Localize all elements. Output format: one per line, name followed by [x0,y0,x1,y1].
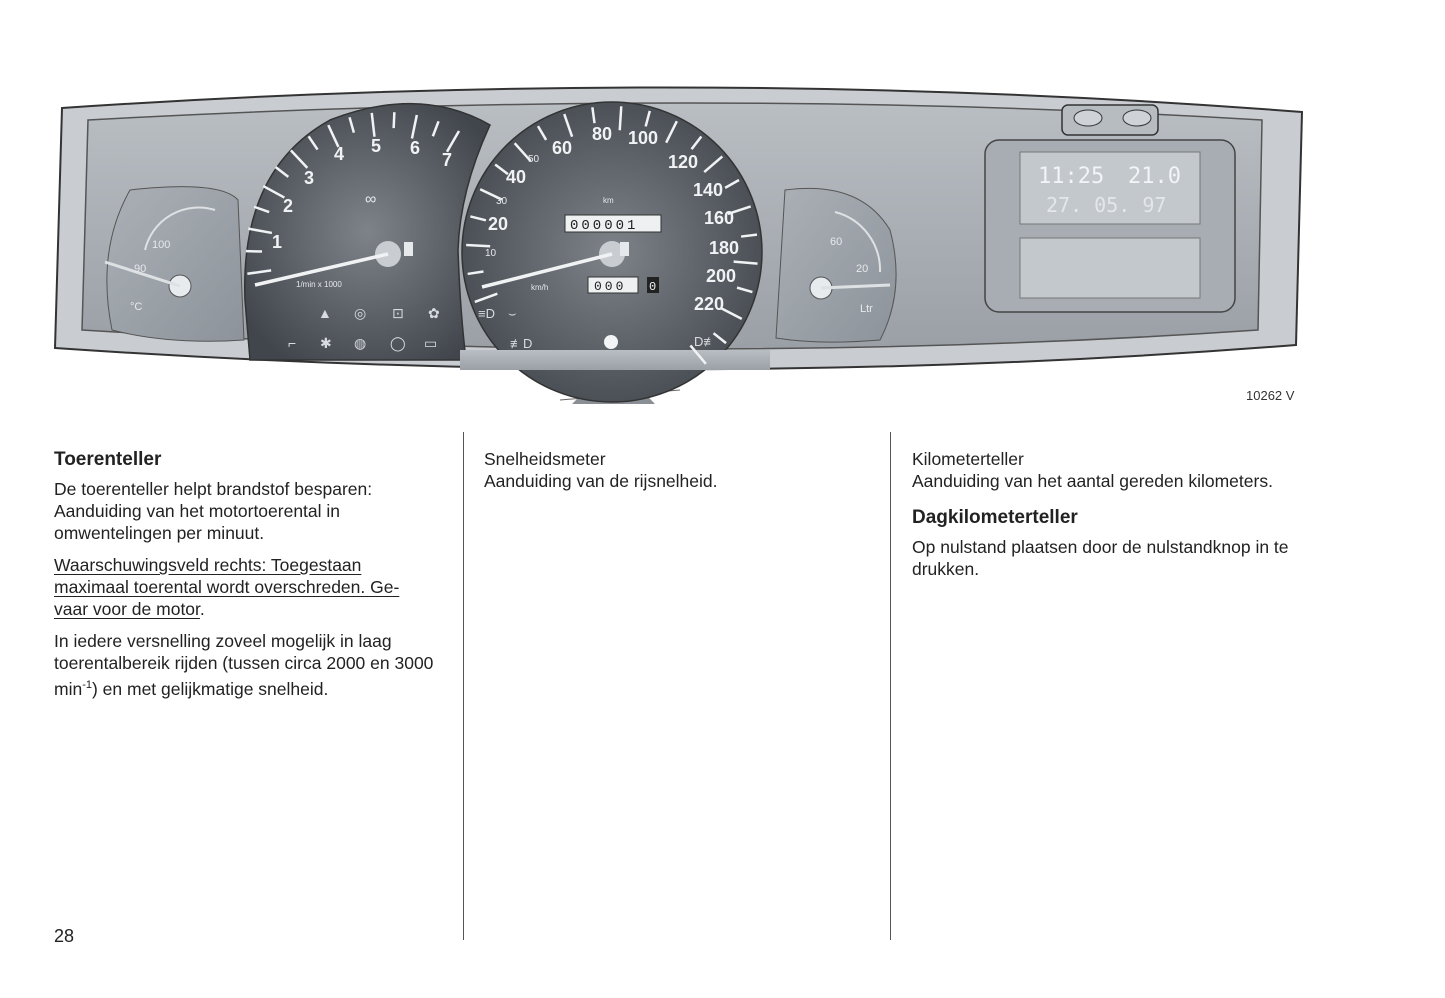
speedo-minor: 30 [496,196,508,207]
fuel-label-60: 60 [830,236,843,248]
advice-sup: -1 [82,679,92,691]
speedo-minor: 50 [528,154,540,165]
tacho-number: 2 [283,196,294,216]
svg-text:◍: ◍ [354,335,367,351]
warning-end: . [199,599,205,619]
figure-code: 10262 V [1246,388,1295,403]
speedometer-description: Aanduiding van de rijsnelheid. [484,471,718,491]
speedo-number: 220 [694,294,725,314]
advice-text-b: ) en met gelijkmatige snelheid. [91,678,329,699]
svg-text:✱: ✱ [320,335,332,351]
paragraph-warning [54,554,446,620]
reset-buttons [1062,105,1158,135]
trip-description: Op nulstand plaatsen door de nulstandknop in te drukken. [912,537,1289,579]
svg-text:⌣: ⌣ [508,306,517,321]
odometer-title: Kilometerteller [912,449,1024,469]
display-temp: 21.0 [1128,164,1181,189]
tacho-number: 1 [272,232,283,252]
column-divider [890,432,891,940]
heading-toerenteller: Toerenteller [54,449,162,470]
svg-text:◯: ◯ [390,335,406,351]
column-odometer [912,448,1302,590]
column-divider [463,432,464,940]
svg-text:✿: ✿ [428,305,440,321]
fuel-unit: Ltr [860,303,873,315]
warning-line: maximaal toerental wordt overschreden. Ge- [54,577,400,597]
svg-text:◎: ◎ [354,305,367,321]
trip-decimal: 0 [649,280,657,294]
speedo-number: 40 [506,167,527,187]
page-number: 28 [54,926,75,946]
speedo-number: 200 [706,266,737,286]
dial-tick [466,245,490,246]
advice-text-a: In iedere versnelling zoveel mogelijk in laag toerentalbereik rijden (tussen circa 2000 en 3000 min [54,631,434,699]
svg-text:≢D: ≢D [510,336,533,351]
speedo-unit: km/h [531,283,549,292]
odometer-value: 000001 [570,218,639,234]
trip-value: 000 [594,279,627,294]
tacho-unit: 1/min x 1000 [296,280,342,289]
tacho-number: 6 [410,138,421,158]
speedo-number: 20 [488,214,509,234]
speedo-number: 120 [668,152,699,172]
temp-label-90: 90 [134,263,147,275]
paragraph-advice [54,630,446,700]
tacho-number: 3 [304,168,315,188]
speedo-number: 100 [628,128,659,148]
display-time: 11:25 [1038,164,1105,189]
svg-text:⌐: ⌐ [288,335,297,351]
column-tachometer [54,448,446,710]
warning-line: vaar voor de motor [54,599,200,619]
warning-line: Waarschuwingsveld rechts: Toegestaan [54,555,362,575]
svg-text:∞: ∞ [365,191,377,208]
tacho-number: 7 [442,150,453,170]
temperature-gauge [105,187,244,342]
temp-label-100: 100 [152,239,171,251]
fuel-label-20: 20 [856,263,869,275]
display-date: 27. 05. 97 [1046,193,1167,217]
svg-text:D≢: D≢ [694,334,717,349]
tacho-number: 4 [334,144,345,164]
heading-dagkilometerteller: Dagkilometerteller [912,507,1078,528]
speedo-number: 140 [693,180,724,200]
speedo-minor: 10 [485,248,497,259]
speedo-number: 60 [552,138,573,158]
dial-tick [394,112,395,128]
column-speedometer [484,448,874,492]
dial-tick [620,106,622,130]
info-display [985,140,1235,312]
svg-text:≡D: ≡D [478,306,495,321]
svg-text:▭: ▭ [424,335,438,351]
instrument-cluster-illustration [0,0,1445,420]
temp-unit: °C [130,301,143,313]
speedo-number: 160 [704,208,735,228]
odometer-description: Aanduiding van het aantal gereden kilometers. [912,471,1273,491]
odometer-unit: km [603,196,614,205]
svg-text:⊡: ⊡ [392,305,404,321]
tacho-number: 5 [371,136,382,156]
paragraph-intro: De toerenteller helpt brandstof besparen: Aanduiding van het motortoerental in omwentelingen per minuut. [54,479,373,543]
speedo-number: 180 [709,238,740,258]
svg-text:▲: ▲ [318,305,332,321]
speedometer-title: Snelheidsmeter [484,449,606,469]
speedo-number: 80 [592,124,613,144]
